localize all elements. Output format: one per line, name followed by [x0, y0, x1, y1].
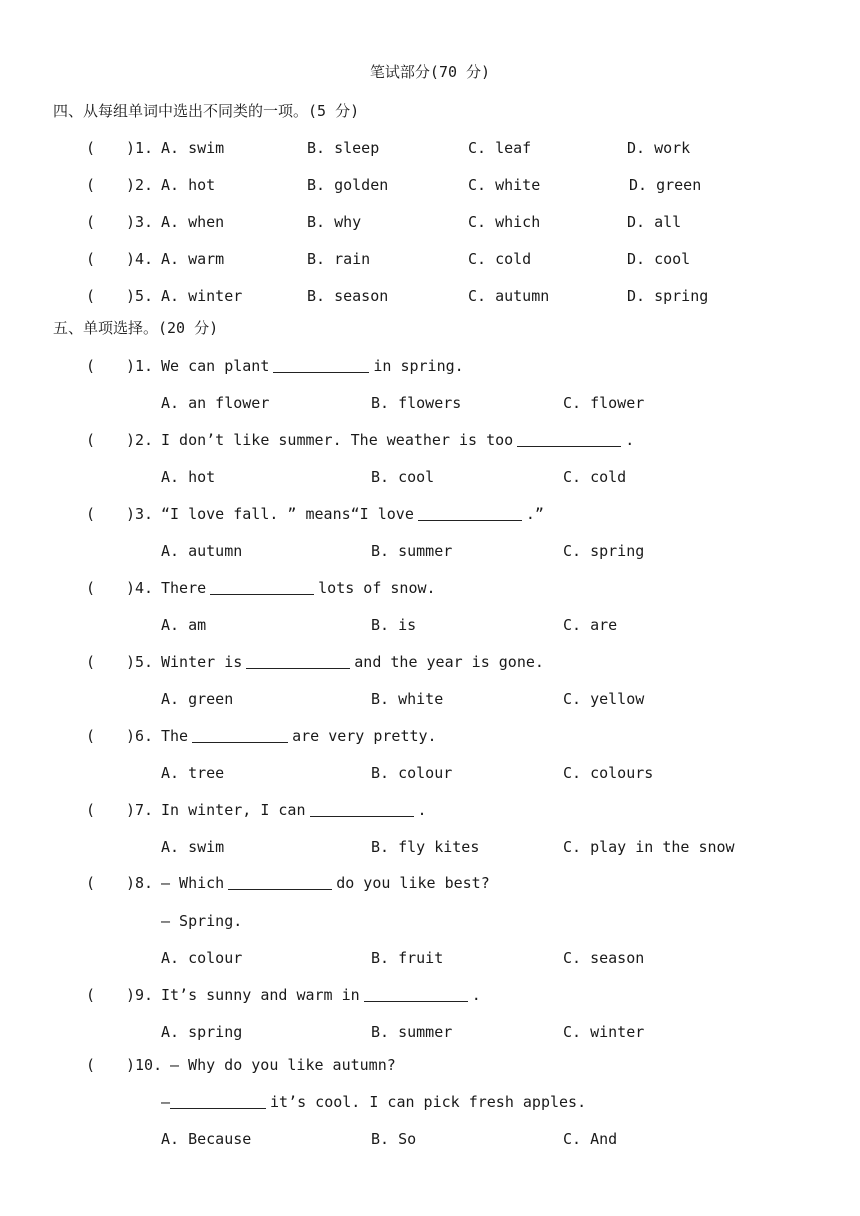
question-stem-end: lots of snow. [318, 579, 436, 597]
option-a: A. an flower [161, 394, 270, 412]
question-stem: In winter, I can [161, 801, 306, 819]
question-stem: — Why do you like autumn? [170, 1056, 396, 1074]
option-c: C. autumn [468, 287, 550, 305]
page-title: 笔试部分(70 分) [369, 63, 491, 81]
option-b: B. cool [371, 468, 435, 486]
answer-blank[interactable] [228, 888, 332, 890]
question-number: )3. [126, 213, 154, 231]
question-number: )8. [126, 874, 154, 892]
answer-paren[interactable]: ( [86, 874, 96, 892]
option-b: B. fly kites [371, 838, 480, 856]
option-c: C. leaf [468, 139, 532, 157]
option-d: D. all [627, 213, 682, 231]
option-d: D. cool [627, 250, 691, 268]
answer-blank[interactable] [418, 519, 522, 521]
question-number: )5. [126, 287, 154, 305]
option-b: B. white [371, 690, 444, 708]
answer-paren[interactable]: ( [86, 431, 96, 449]
option-a: A. autumn [161, 542, 243, 560]
question-stem: It’s sunny and warm in [161, 986, 360, 1004]
option-b: B. So [371, 1130, 417, 1148]
option-b: B. colour [371, 764, 453, 782]
question-stem-end: .” [525, 505, 544, 523]
option-b: B. season [307, 287, 389, 305]
option-b: B. golden [307, 176, 389, 194]
answer-blank[interactable] [517, 445, 621, 447]
option-b: B. why [307, 213, 362, 231]
option-c: C. cold [563, 468, 627, 486]
option-a: A. swim [161, 139, 225, 157]
option-a: A. warm [161, 250, 225, 268]
answer-paren[interactable]: ( [86, 250, 96, 268]
question-stem: There [161, 579, 207, 597]
option-b: B. sleep [307, 139, 380, 157]
answer-blank[interactable] [310, 815, 414, 817]
question-stem-end: . [417, 801, 427, 819]
question-stem-end: in spring. [373, 357, 464, 375]
option-b: B. summer [371, 1023, 453, 1041]
question-number: )4. [126, 250, 154, 268]
question-number: )2. [126, 176, 154, 194]
option-c: C. winter [563, 1023, 645, 1041]
option-c: C. cold [468, 250, 532, 268]
option-a: A. hot [161, 176, 216, 194]
option-a: A. hot [161, 468, 216, 486]
question-stem: Winter is [161, 653, 243, 671]
question-number: )3. [126, 505, 154, 523]
option-b: B. flowers [371, 394, 462, 412]
question-stem-end: . [471, 986, 481, 1004]
question-number: )9. [126, 986, 154, 1004]
answer-paren[interactable]: ( [86, 986, 96, 1004]
question-number: )4. [126, 579, 154, 597]
question-text [161, 356, 464, 376]
question-stem-end: . [625, 431, 635, 449]
option-c: C. play in the snow [563, 838, 735, 856]
section-4-heading: 四、从每组单词中选出不同类的一项。(5 分) [53, 102, 360, 120]
question-stem-end: and the year is gone. [354, 653, 544, 671]
answer-paren[interactable]: ( [86, 357, 96, 375]
reply-text: it’s cool. I can pick fresh apples. [270, 1093, 587, 1111]
answer-paren[interactable]: ( [86, 1056, 96, 1074]
question-text [161, 800, 427, 820]
question-text [161, 652, 544, 672]
option-a: A. colour [161, 949, 243, 967]
question-text [161, 873, 490, 893]
option-c: C. flower [563, 394, 645, 412]
answer-paren[interactable]: ( [86, 801, 96, 819]
question-text [161, 578, 436, 598]
question-number: )10. [126, 1056, 163, 1074]
question-number: )5. [126, 653, 154, 671]
answer-blank[interactable] [364, 1000, 468, 1002]
option-b: B. summer [371, 542, 453, 560]
option-c: C. white [468, 176, 541, 194]
question-stem: We can plant [161, 357, 270, 375]
answer-paren[interactable]: ( [86, 176, 96, 194]
option-d: D. work [627, 139, 691, 157]
question-text [161, 430, 634, 450]
question-number: )2. [126, 431, 154, 449]
dialogue-reply: — Spring. [161, 912, 243, 930]
answer-paren[interactable]: ( [86, 579, 96, 597]
option-a: A. when [161, 213, 225, 231]
answer-paren[interactable]: ( [86, 139, 96, 157]
option-a: A. tree [161, 764, 225, 782]
question-number: )7. [126, 801, 154, 819]
answer-paren[interactable]: ( [86, 505, 96, 523]
option-a: A. swim [161, 838, 225, 856]
option-b: B. fruit [371, 949, 444, 967]
answer-blank[interactable] [210, 593, 314, 595]
option-c: C. season [563, 949, 645, 967]
option-b: B. is [371, 616, 417, 634]
option-a: A. spring [161, 1023, 243, 1041]
option-a: A. winter [161, 287, 243, 305]
option-c: C. which [468, 213, 541, 231]
answer-blank[interactable] [246, 667, 350, 669]
question-stem: “I love fall. ” means“I love [161, 505, 414, 523]
answer-paren[interactable]: ( [86, 727, 96, 745]
option-c: C. And [563, 1130, 618, 1148]
question-stem-end: do you like best? [336, 874, 490, 892]
question-text [170, 1055, 396, 1075]
question-text [161, 504, 544, 524]
option-d: D. green [629, 176, 702, 194]
option-c: C. are [563, 616, 618, 634]
question-stem: The [161, 727, 189, 745]
question-number: )1. [126, 139, 154, 157]
answer-blank[interactable] [273, 371, 369, 373]
section-5-heading: 五、单项选择。(20 分) [53, 319, 219, 337]
question-stem: I don’t like summer. The weather is too [161, 431, 514, 449]
dialogue-reply [161, 1092, 586, 1112]
option-a: A. am [161, 616, 207, 634]
option-c: C. spring [563, 542, 645, 560]
option-a: A. green [161, 690, 234, 708]
option-a: A. Because [161, 1130, 252, 1148]
question-text [161, 726, 437, 746]
question-stem: — Which [161, 874, 225, 892]
option-c: C. yellow [563, 690, 645, 708]
answer-paren[interactable]: ( [86, 213, 96, 231]
question-stem-end: are very pretty. [292, 727, 437, 745]
answer-paren[interactable]: ( [86, 287, 96, 305]
answer-paren[interactable]: ( [86, 653, 96, 671]
question-text [161, 985, 481, 1005]
question-number: )1. [126, 357, 154, 375]
answer-blank[interactable] [192, 741, 288, 743]
option-b: B. rain [307, 250, 371, 268]
dash: — [161, 1093, 171, 1111]
answer-blank[interactable] [170, 1107, 266, 1109]
option-c: C. colours [563, 764, 654, 782]
option-d: D. spring [627, 287, 709, 305]
question-number: )6. [126, 727, 154, 745]
